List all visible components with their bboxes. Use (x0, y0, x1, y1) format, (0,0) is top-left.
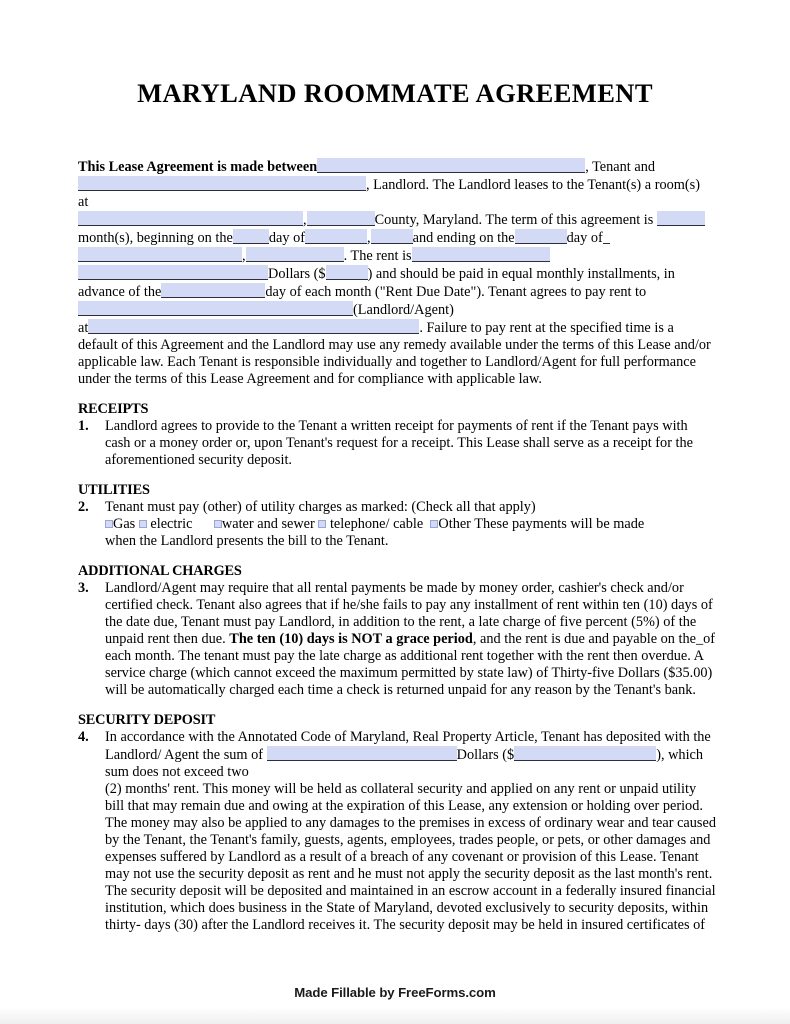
security-deposit-text-c: (2) months' rent. This money will be held as collateral security and applied on any rent or unpaid utility bill that may remain due and owing at the expiration of this Lease, any extension or holding over period. The money may also be applied to any damages to the premises in excess of ordinary wear and tear caused by the Tenant, the Tenant's family, guests, agents, employees, trades people, or pets, or other damages and expenses suffered by Landlord as a result of a breach of any covenant or provision of this Lease. Tenant may not use the security deposit as rent and he must not apply the security deposit as the last month's rent. The security deposit will be deposited and maintained in an escrow account in a federally insured financial institution, which does business in the State of Maryland, devoted exclusively to security deposits, within thirty- days (30) after the Landlord receives it. The security deposit may be held in insured certificates of (105, 781, 716, 933)
field-landlord-name[interactable] (78, 176, 366, 191)
intro-text-4: , (303, 212, 307, 228)
intro-text-3: at (78, 194, 89, 210)
field-rent-due-day[interactable] (161, 283, 265, 298)
intro-text-5: County, Maryland. The term of this agreement is (374, 212, 654, 228)
intro-text-10: day of (566, 230, 603, 246)
intro-text-17: (Landlord/Agent) (353, 302, 454, 318)
checkbox-label: Gas (113, 516, 136, 532)
field-end-day-rule[interactable] (603, 231, 610, 244)
field-deposit-words[interactable] (267, 746, 457, 761)
field-term-months[interactable] (657, 211, 705, 226)
field-tenant-name[interactable] (317, 158, 585, 173)
intro-text-6: month(s), beginning on the (78, 230, 233, 246)
intro-text-9: and ending on the (412, 230, 515, 246)
field-county[interactable] (307, 211, 375, 226)
section-heading-security-deposit: SECURITY DEPOSIT (78, 712, 216, 728)
security-deposit-text-b: ), which sum does not exceed two (105, 747, 704, 780)
section-utilities (78, 482, 716, 550)
additional-charges-text-b: , and the rent is due and payable on the_of each month. The tenant must pay the late charge as additional rent together with the rent then overdue. A service charge (which cannot exceed the maximum permitted by state law) of Thirty-five Dollars ($35.00) will be automatically charged each time a check is returned unpaid for any reason by the Tenant's bank. (105, 631, 716, 698)
list-body: Landlord agrees to provide to the Tenant a written receipt for payments of rent if the Tenant pays with cash or a money order or, upon Tenant's request for a receipt. This Lease shall serve as a receipt for the aforementioned security deposit. (105, 418, 694, 468)
list-item (78, 729, 716, 934)
page-bottom-shadow (0, 1008, 790, 1024)
checkbox-label: telephone/ cable (326, 516, 424, 532)
intro-text-18: at (78, 320, 89, 336)
checkbox-option-gas[interactable] (105, 516, 135, 532)
checkbox-option-electric[interactable] (139, 516, 193, 532)
list-item (78, 499, 716, 550)
security-deposit-dollars-label: Dollars ($ (456, 747, 515, 763)
list-number: 2. (78, 499, 89, 515)
intro-text-14: ) and should be paid in equal monthly installments, in (367, 266, 675, 282)
field-end-day[interactable] (515, 229, 567, 244)
list-item (78, 418, 716, 469)
security-deposit-text-a: In accordance with the Annotated Code of Maryland, Real Property Article, Tenant has deposited with the Landlord/ Agent the sum of (105, 729, 711, 763)
intro-text-2: , Landlord. The Landlord leases to the Tenant(s) a room(s) (366, 177, 700, 193)
utilities-tail-text: These payments will be made (474, 516, 645, 532)
section-heading-utilities: UTILITIES (78, 482, 150, 498)
checkbox-option-water-and-sewer[interactable] (214, 516, 315, 532)
field-begin-year[interactable] (371, 229, 413, 244)
section-additional-charges (78, 563, 716, 699)
document-body (78, 158, 716, 934)
intro-text-20: default of this Agreement and the Landlord may use any remedy available under the terms of this Lease and/or applicable law. Each Tenant is responsible individually and together to Landlord/Agent for full performance under the terms of this Lease Agreement and for compliance with applicable law. (78, 337, 711, 387)
section-security-deposit (78, 712, 716, 934)
checkbox-option-telephone-cable[interactable] (318, 516, 423, 532)
intro-text-13: Dollars ($ (268, 266, 326, 282)
additional-charges-text-a: Landlord/Agent may require that all rental payments be made by money order, cashier's check and/or certified check. Tenant also agrees that if he/she fails to pay any installment of rent within ten (10) days of the date due, Tenant must pay Landlord, in addition to the rent, a late charge of five percent (5%) of the unpaid rent then due. (105, 580, 713, 647)
checkbox-icon[interactable] (214, 520, 222, 528)
utilities-intro-text: Tenant must pay (other) of utility charges as marked: (Check all that apply) (105, 499, 536, 515)
section-heading-receipts: RECEIPTS (78, 401, 149, 417)
intro-text-15: advance of the (78, 284, 162, 300)
checkbox-icon[interactable] (139, 520, 147, 528)
additional-charges-bold-clause: The ten (10) days is NOT a grace period (229, 631, 473, 647)
checkbox-label: water and sewer (221, 516, 315, 532)
intro-text-16: day of each month ("Rent Due Date"). Tenant agrees to pay rent to (265, 284, 647, 300)
intro-text-12: . The rent is (343, 248, 412, 264)
intro-paragraph (78, 158, 716, 388)
intro-text-7: day of (268, 230, 306, 246)
field-rent-words-2[interactable] (78, 265, 268, 280)
field-rent-words-1[interactable] (412, 247, 550, 262)
page-title: MARYLAND ROOMMATE AGREEMENT (137, 78, 653, 108)
field-begin-month[interactable] (305, 229, 367, 244)
intro-text-19: . Failure to pay rent at the specified time is a (419, 320, 674, 336)
checkbox-label: electric (146, 516, 193, 532)
list-number: 1. (78, 418, 89, 434)
field-end-year[interactable] (246, 247, 344, 262)
field-begin-day[interactable] (233, 229, 269, 244)
field-pay-at-address[interactable] (88, 319, 419, 334)
section-heading-additional-charges: ADDITIONAL CHARGES (78, 563, 242, 579)
utilities-last-line: when the Landlord presents the bill to the Tenant. (105, 533, 389, 549)
intro-text-11: , (242, 248, 246, 264)
field-pay-to-name[interactable] (78, 301, 353, 316)
checkbox-option-other[interactable] (430, 516, 471, 532)
field-end-month[interactable] (78, 247, 242, 262)
footer-attribution: Made Fillable by FreeForms.com (294, 985, 496, 1000)
list-number: 3. (78, 580, 89, 596)
field-rent-numeric[interactable] (326, 265, 368, 280)
field-address[interactable] (78, 211, 303, 226)
field-deposit-numeric[interactable] (514, 746, 656, 761)
intro-lead-label: This Lease Agreement is made between (78, 159, 318, 175)
list-item (78, 580, 716, 699)
intro-text-8: , (367, 230, 371, 246)
checkbox-icon[interactable] (105, 520, 113, 528)
list-number: 4. (78, 729, 89, 745)
section-receipts (78, 401, 716, 469)
checkbox-label: Other (438, 516, 471, 532)
intro-text-1: , Tenant and (585, 159, 655, 175)
